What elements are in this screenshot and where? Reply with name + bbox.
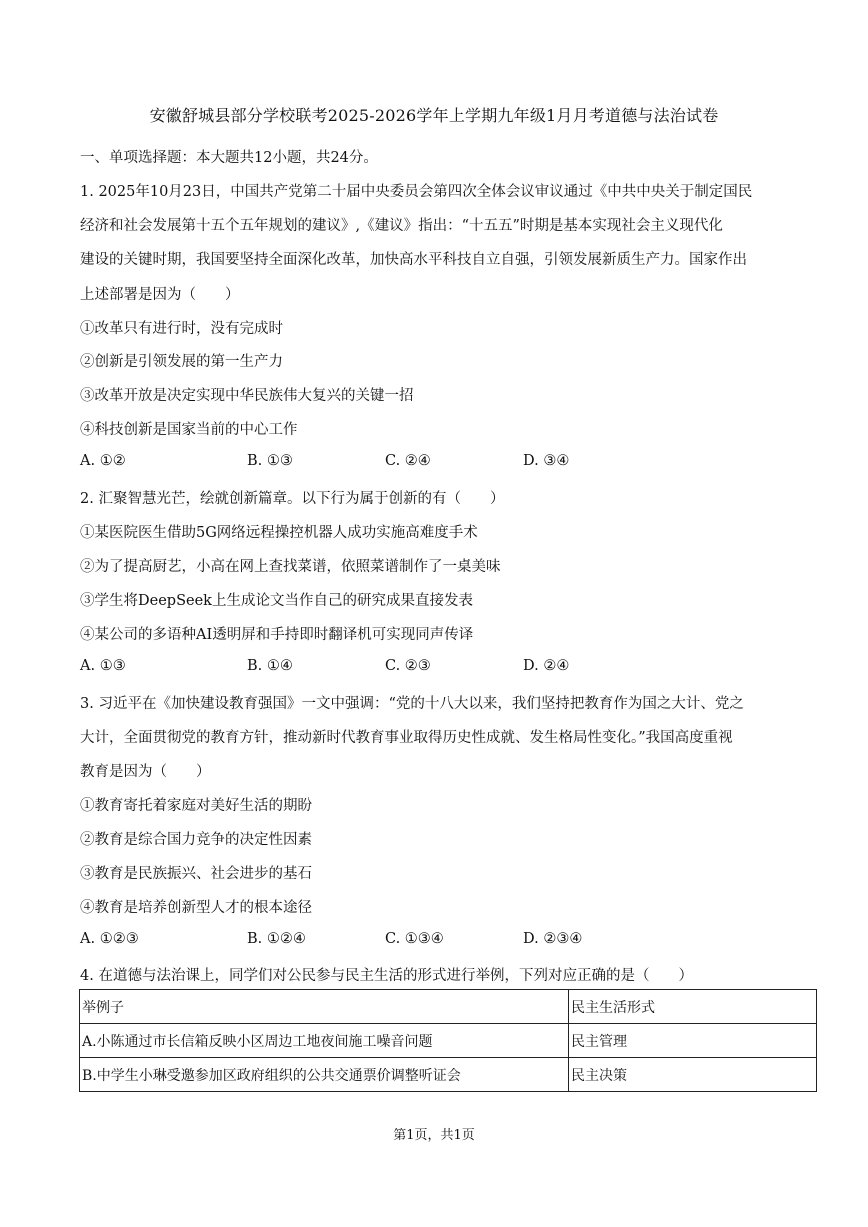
q3-item: ④教育是培养创新型人才的根本途径	[80, 900, 312, 916]
q4-stem: 4. 在道德与法治课上，同学们对公民参与民主生活的形式进行举例，下列对应正确的是（ ）	[80, 968, 693, 984]
q3-item: ②教育是综合国力竞争的决定性因素	[80, 832, 312, 848]
table-row	[80, 1058, 817, 1092]
q2-item: ④某公司的多语种AI透明屏和手持即时翻译机可实现同声传译	[80, 627, 474, 643]
q4-table	[79, 989, 817, 1092]
q1-item: ①改革只有进行时，没有完成时	[80, 321, 283, 337]
q3-item: ①教育寄托着家庭对美好生活的期盼	[80, 798, 312, 814]
q3-item: ③教育是民族振兴、社会进步的基石	[80, 866, 312, 882]
q3-stem-line: 大计，全面贯彻党的教育方针，推动新时代教育事业取得历史性成就、发生格局性变化。”我国高度重视	[80, 730, 733, 746]
q2-option-b: B. ①④	[247, 658, 293, 674]
q3-stem-line: 教育是因为（ ）	[80, 764, 211, 780]
table-header-row	[80, 990, 817, 1024]
q1-stem-line: 上述部署是因为（ ）	[80, 287, 240, 303]
q2-option-a: A. ①③	[80, 658, 126, 674]
table-cell: 民主决策	[569, 1058, 817, 1092]
q3-stem-line: 3. 习近平在《加快建设教育强国》一文中强调：“党的十八大以来，我们坚持把教育作为国之大计、党之	[80, 696, 744, 712]
table-cell: B.中学生小琳受邀参加区政府组织的公共交通票价调整听证会	[80, 1058, 569, 1092]
table-header-cell: 举例子	[80, 990, 569, 1024]
q1-option-b: B. ①③	[247, 453, 293, 469]
q1-stem-line: 1. 2025年10月23日，中国共产党第二十届中央委员会第四次全体会议审议通过《中共中央关于制定国民	[80, 184, 753, 200]
q2-item: ①某医院医生借助5G网络远程操控机器人成功实施高难度手术	[80, 525, 478, 541]
table-header-cell: 民主生活形式	[569, 990, 817, 1024]
q2-stem-line: 2. 汇聚智慧光芒，绘就创新篇章。以下行为属于创新的有（ ）	[80, 491, 505, 507]
q1-item: ③改革开放是决定实现中华民族伟大复兴的关键一招	[80, 388, 414, 404]
table-cell: 民主管理	[569, 1024, 817, 1058]
q1-item: ②创新是引领发展的第一生产力	[80, 354, 283, 370]
q1-stem-line: 经济和社会发展第十五个五年规划的建议》,《建议》指出：“十五五”时期是基本实现社会主义现代化	[80, 218, 723, 234]
page-footer: 第1页，共1页	[393, 1128, 475, 1143]
q3-option-c: C. ①③④	[385, 931, 444, 947]
q2-item: ②为了提高厨艺，小高在网上查找菜谱，依照菜谱制作了一桌美味	[80, 559, 501, 575]
q2-option-c: C. ②③	[385, 658, 431, 674]
section-heading: 一、单项选择题：本大题共12小题，共24分。	[80, 150, 378, 166]
q1-option-a: A. ①②	[80, 453, 126, 469]
table-row	[80, 1024, 817, 1058]
table-cell: A.小陈通过市长信箱反映小区周边工地夜间施工噪音问题	[80, 1024, 569, 1058]
exam-title: 安徽舒城县部分学校联考2025-2026学年上学期九年级1月月考道德与法治试卷	[149, 106, 719, 125]
q2-item: ③学生将DeepSeek上生成论文当作自己的研究成果直接发表	[80, 593, 473, 609]
q1-option-d: D. ③④	[523, 453, 570, 469]
q3-option-a: A. ①②③	[80, 931, 139, 947]
q1-item: ④科技创新是国家当前的中心工作	[80, 422, 298, 438]
q3-option-d: D. ②③④	[523, 931, 583, 947]
q1-stem-line: 建设的关键时期，我国要坚持全面深化改革，加快高水平科技自立自强，引领发展新质生产力。国家作出	[80, 252, 747, 268]
q3-option-b: B. ①②④	[247, 931, 306, 947]
q1-option-c: C. ②④	[385, 453, 431, 469]
q2-option-d: D. ②④	[523, 658, 570, 674]
